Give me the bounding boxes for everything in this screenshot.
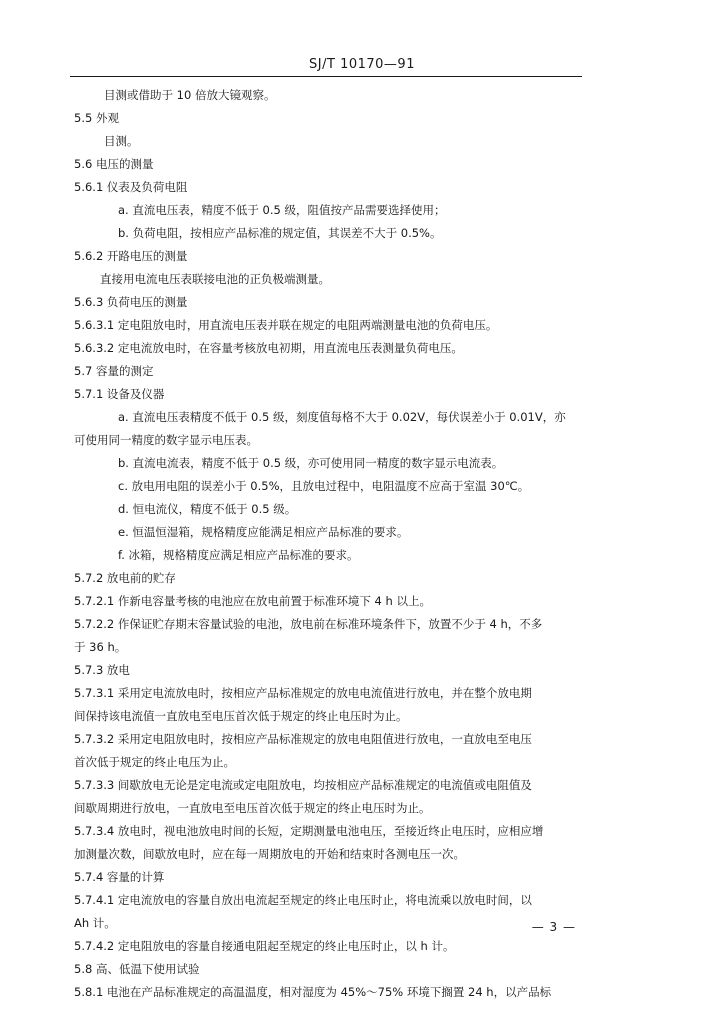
text-line: 5.7.2.1 作新电容量考核的电池应在放电前置于标准环境下 4 h 以上。 [74, 594, 431, 608]
text-line: 5.7.3.4 放电时，视电池放电时间的长短，定期测量电池电压，至接近终止电压时，应相应增 [74, 824, 544, 838]
text-line: 5.8 高、低温下使用试验 [74, 962, 200, 976]
text-line: 间保持该电流值一直放电至电压首次低于规定的终止电压时为止。 [74, 709, 408, 723]
text-line: 5.8.1 电池在产品标准规定的高温温度，相对湿度为 45%～75% 环境下搁置 24 h，以产品标 [74, 985, 552, 999]
text-line: d. 恒电流仪，精度不低于 0.5 级。 [118, 502, 297, 516]
text-line: e. 恒温恒湿箱，规格精度应能满足相应产品标准的要求。 [118, 525, 409, 539]
text-line: Ah 计。 [74, 916, 116, 930]
text-line: 5.6.1 仪表及负荷电阻 [74, 180, 188, 194]
text-line: f. 冰箱，规格精度应满足相应产品标准的要求。 [118, 548, 359, 562]
text-line: 5.7.3 放电 [74, 663, 130, 677]
text-line: b. 负荷电阻，按相应产品标准的规定值，其误差不大于 0.5%。 [118, 226, 442, 240]
text-line: 可使用同一精度的数字显示电压表。 [74, 433, 258, 447]
text-line: 5.6.3.1 定电阻放电时，用直流电压表并联在规定的电阻两端测量电池的负荷电压。 [74, 318, 498, 332]
text-line: 5.6.3 负荷电压的测量 [74, 295, 188, 309]
text-line: 目测。 [104, 134, 139, 148]
text-line: 5.7.3.1 采用定电流放电时，按相应产品标准规定的放电电流值进行放电，并在整个放电期 [74, 686, 532, 700]
document-body [74, 84, 584, 1004]
text-line: 5.7.1 设备及仪器 [74, 387, 165, 401]
text-line: b. 直流电流表，精度不低于 0.5 级，亦可使用同一精度的数字显示电流表。 [118, 456, 504, 470]
text-line: 于 36 h。 [74, 640, 127, 654]
text-line: 5.7.3.3 间歇放电无论是定电流或定电阻放电，均按相应产品标准规定的电流值或电阻值及 [74, 778, 532, 792]
text-line: c. 放电用电阻的误差小于 0.5%，且放电过程中，电阻温度不应高于室温 30℃。 [118, 479, 530, 493]
text-line: 5.6.3.2 定电流放电时，在容量考核放电初期，用直流电压表测量负荷电压。 [74, 341, 463, 355]
text-line: 加测量次数，间歇放电时，应在每一周期放电的开始和结束时各测电压一次。 [74, 847, 465, 861]
text-line: 5.7.2.2 作保证贮存期末容量试验的电池，放电前在标准环境条件下，放置不少于 4 h，不多 [74, 617, 543, 631]
text-line: 5.7.4.2 定电阻放电的容量自接通电阻起至规定的终止电压时止，以 h 计。 [74, 939, 455, 953]
text-line: 5.7.3.2 采用定电阻放电时，按相应产品标准规定的放电电阻值进行放电，一直放电至电压 [74, 732, 532, 746]
text-line: 5.7.4.1 定电流放电的容量自放出电流起至规定的终止电压时止，将电流乘以放电时间，以 [74, 893, 532, 907]
text-line: a. 直流电压表精度不低于 0.5 级，刻度值每格不大于 0.02V，每伏误差小于 0.01V，亦 [118, 410, 566, 424]
text-line: 5.5 外观 [74, 111, 119, 125]
document-code-header: SJ/T 10170—91 [309, 57, 415, 72]
text-line: 目测或借助于 10 倍放大镜观察。 [104, 88, 276, 102]
text-line: 首次低于规定的终止电压为止。 [74, 755, 235, 769]
text-line: 5.6 电压的测量 [74, 157, 154, 171]
text-line: 间歇周期进行放电，一直放电至电压首次低于规定的终止电压时为止。 [74, 801, 431, 815]
header-rule [70, 76, 582, 77]
text-line: 直接用电流电压表联接电池的正负极端测量。 [100, 272, 330, 286]
text-line: a. 直流电压表，精度不低于 0.5 级，阻值按产品需要选择使用； [118, 203, 446, 217]
text-line: 5.7.4 容量的计算 [74, 870, 165, 884]
text-line: 5.7 容量的测定 [74, 364, 154, 378]
text-line: 5.6.2 开路电压的测量 [74, 249, 188, 263]
page-number: — 3 — [531, 920, 576, 934]
text-line: 5.7.2 放电前的贮存 [74, 571, 176, 585]
